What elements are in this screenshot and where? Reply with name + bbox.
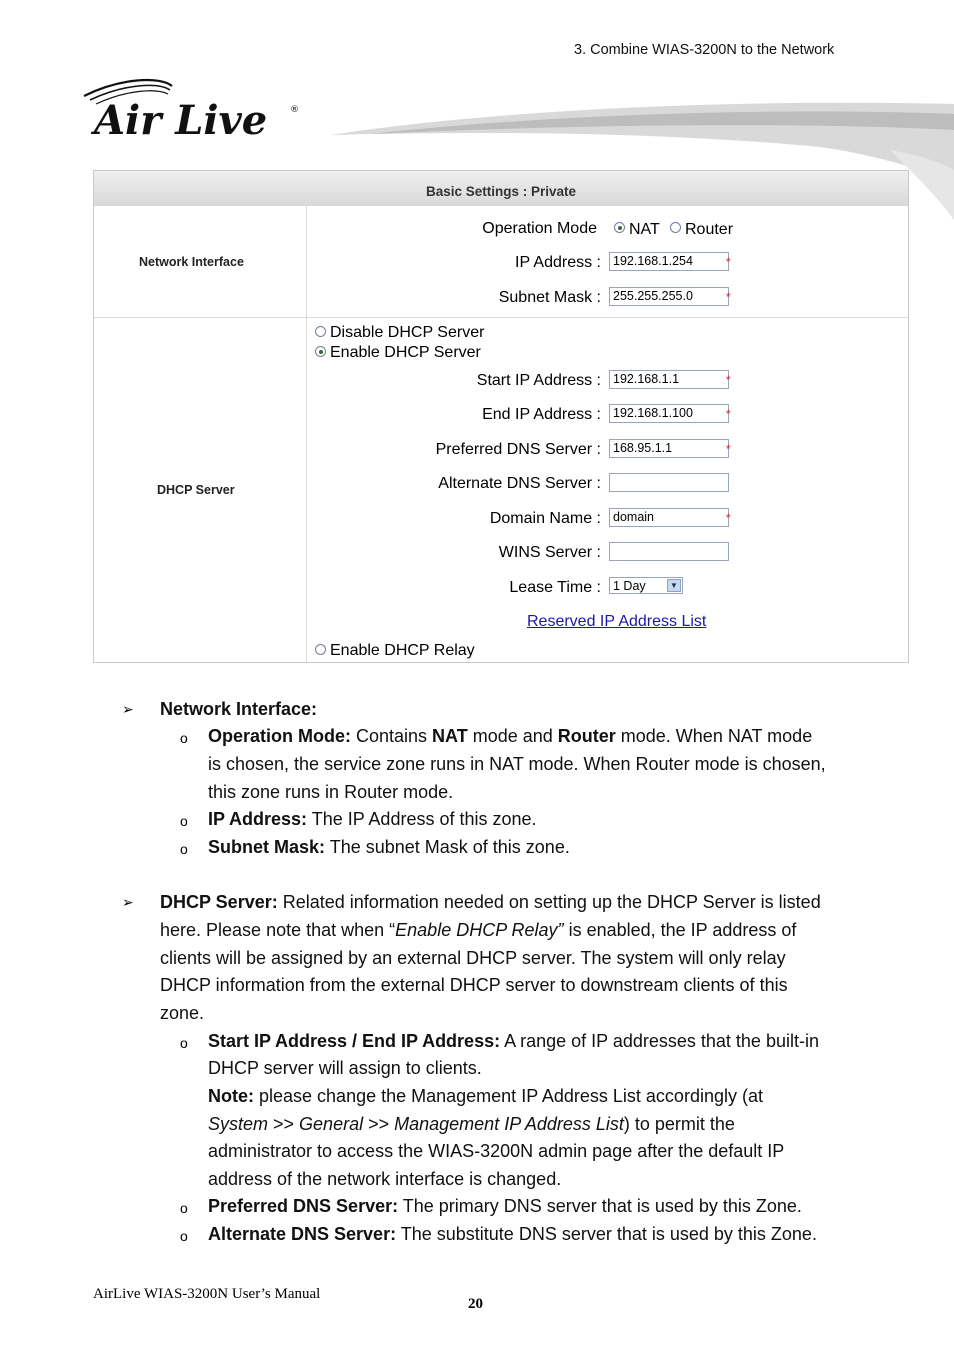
desc-text: Contains <box>351 726 433 746</box>
subnet-mask-input[interactable]: 255.255.255.0 <box>609 287 729 306</box>
nat-radio-label: NAT <box>629 221 660 238</box>
enable-dhcp-relay-radio[interactable] <box>315 644 326 655</box>
lease-time-label: Lease Time : <box>509 579 601 596</box>
dhcp-server-desc-line5: zone. <box>160 1003 205 1023</box>
term: Router <box>557 726 616 746</box>
operation-mode-label: Operation Mode <box>482 220 597 237</box>
end-ip-label: End IP Address : <box>482 406 601 423</box>
domain-name-label: Domain Name : <box>489 510 601 527</box>
term: DHCP Server: <box>160 892 278 912</box>
wins-server-input[interactable] <box>609 542 729 561</box>
network-interface-label: Network Interface <box>139 255 244 269</box>
ip-address-desc <box>208 806 537 834</box>
enable-dhcp-label: Enable DHCP Server <box>330 344 481 361</box>
alternate-dns-input[interactable] <box>609 473 729 492</box>
desc-italic: Enable DHCP Relay” <box>395 920 564 940</box>
dhcp-server-label: DHCP Server <box>157 483 235 497</box>
term: Preferred DNS Server: <box>208 1196 399 1216</box>
desc-text: mode. When NAT mode <box>615 726 813 746</box>
logo-text: Air Live <box>94 97 268 140</box>
desc-text: here. Please note that when “ <box>160 920 396 940</box>
network-interface-heading: Network Interface: <box>160 699 318 719</box>
ip-address-label: IP Address : <box>515 254 601 271</box>
circle-bullet-icon: o <box>180 813 188 829</box>
desc-text: is enabled, the IP address of <box>563 920 797 940</box>
row-divider <box>94 317 908 318</box>
start-ip-label: Start IP Address : <box>476 372 601 389</box>
circle-bullet-icon: o <box>180 1035 188 1051</box>
required-mark: * <box>726 511 731 525</box>
term: NAT <box>432 726 468 746</box>
desc-text: The substitute DNS server that is used by this Zone. <box>396 1224 817 1244</box>
term: Note: <box>208 1086 254 1106</box>
operation-mode-desc-line2: is chosen, the service zone runs in NAT mode. When Router mode is chosen, <box>208 754 826 774</box>
term: Operation Mode: <box>208 726 351 746</box>
manual-footer: AirLive WIAS-3200N User’s Manual <box>93 1286 321 1302</box>
chapter-header: 3. Combine WIAS-3200N to the Network <box>574 42 835 58</box>
alternate-dns-label: Alternate DNS Server : <box>438 475 601 492</box>
term: Start IP Address / End IP Address: <box>208 1031 501 1051</box>
note-desc-line2 <box>208 1111 735 1139</box>
reserved-ip-list-link[interactable]: Reserved IP Address List <box>527 613 707 630</box>
dhcp-server-desc <box>160 889 821 917</box>
dhcp-server-desc-line2 <box>160 917 796 945</box>
desc-text: >> <box>363 1114 395 1134</box>
circle-bullet-icon: o <box>180 730 188 746</box>
required-mark: * <box>726 255 731 269</box>
note-desc-line3: administrator to access the WIAS-3200N admin page after the default IP <box>208 1141 785 1161</box>
desc-italic: System <box>208 1114 269 1134</box>
nat-radio[interactable] <box>614 222 625 233</box>
arrow-bullet-icon: ➢ <box>122 701 134 717</box>
arrow-bullet-icon: ➢ <box>122 894 134 910</box>
ip-range-desc-line2: DHCP server will assign to clients. <box>208 1058 482 1078</box>
enable-dhcp-relay-label: Enable DHCP Relay <box>330 642 475 659</box>
wins-server-label: WINS Server : <box>498 544 601 561</box>
required-mark: * <box>726 373 731 387</box>
term: IP Address: <box>208 809 308 829</box>
router-radio-label: Router <box>685 221 734 238</box>
dhcp-server-desc-line3: clients will be assigned by an external DHCP server. The system will only relay <box>160 948 786 968</box>
subnet-mask-label: Subnet Mask : <box>498 289 601 306</box>
term: Alternate DNS Server: <box>208 1224 397 1244</box>
circle-bullet-icon: o <box>180 1228 188 1244</box>
desc-text: >> <box>268 1114 300 1134</box>
disable-dhcp-radio[interactable] <box>315 326 326 337</box>
desc-italic: Management IP Address List <box>394 1114 624 1134</box>
disable-dhcp-label: Disable DHCP Server <box>330 324 485 341</box>
enable-dhcp-radio[interactable] <box>315 346 326 357</box>
alternate-dns-desc <box>208 1221 817 1249</box>
desc-text: A range of IP addresses that the built-in <box>500 1031 819 1051</box>
ip-range-desc <box>208 1028 819 1056</box>
desc-text: The primary DNS server that is used by this Zone. <box>398 1196 802 1216</box>
domain-name-input[interactable]: domain <box>609 508 729 527</box>
desc-text: The subnet Mask of this zone. <box>325 837 570 857</box>
airlive-logo <box>80 76 310 140</box>
end-ip-input[interactable]: 192.168.1.100 <box>609 404 729 423</box>
dhcp-server-desc-line4: DHCP information from the external DHCP server to downstream clients of this <box>160 975 788 995</box>
desc-text: ) to permit the <box>623 1114 735 1134</box>
circle-bullet-icon: o <box>180 841 188 857</box>
required-mark: * <box>726 442 731 456</box>
note-desc-line4: address of the network interface is changed. <box>208 1169 562 1189</box>
required-mark: * <box>726 407 731 421</box>
operation-mode-desc-line3: this zone runs in Router mode. <box>208 782 454 802</box>
lease-time-value: 1 Day <box>613 579 646 593</box>
term: Subnet Mask: <box>208 837 326 857</box>
desc-text: Related information needed on setting up the DHCP Server is listed <box>277 892 821 912</box>
page-number: 20 <box>468 1296 483 1312</box>
note-desc <box>208 1083 763 1111</box>
preferred-dns-input[interactable]: 168.95.1.1 <box>609 439 729 458</box>
logo-registered: ® <box>290 105 299 115</box>
router-radio[interactable] <box>670 222 681 233</box>
preferred-dns-label: Preferred DNS Server : <box>435 441 601 458</box>
desc-text: mode and <box>467 726 558 746</box>
desc-italic: General <box>299 1114 364 1134</box>
desc-text: The IP Address of this zone. <box>307 809 537 829</box>
start-ip-input[interactable]: 192.168.1.1 <box>609 370 729 389</box>
lease-time-select[interactable] <box>609 577 683 594</box>
circle-bullet-icon: o <box>180 1200 188 1216</box>
subnet-mask-desc <box>208 834 570 862</box>
operation-mode-desc <box>208 723 812 751</box>
chevron-down-icon[interactable]: ▼ <box>667 579 681 592</box>
preferred-dns-desc <box>208 1193 802 1221</box>
panel-title: Basic Settings : Private <box>94 171 908 208</box>
required-mark: * <box>726 290 731 304</box>
ip-address-input[interactable]: 192.168.1.254 <box>609 252 729 271</box>
basic-settings-panel <box>93 170 909 663</box>
desc-text: please change the Management IP Address List accordingly (at <box>254 1086 763 1106</box>
